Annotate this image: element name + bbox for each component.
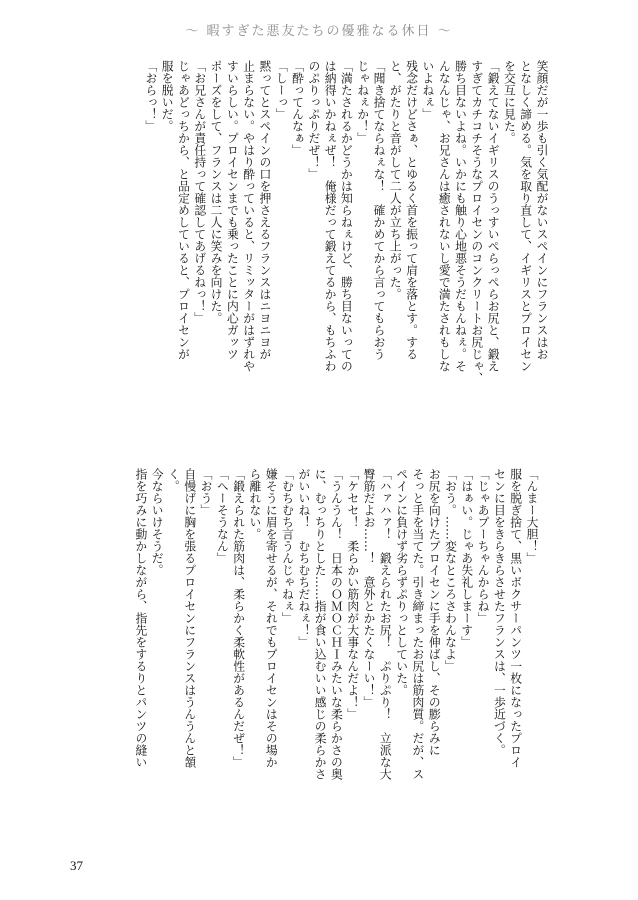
text-line: 「酔ってんなぁ」 bbox=[290, 60, 305, 156]
text-line: 「んまー大胆！」 bbox=[525, 468, 539, 564]
running-header: 〜 暇すぎた悪友たちの優雅なる休日 〜 bbox=[185, 24, 453, 39]
text-line: 止まらない。やはり酔っていると、リミッターがはずれや bbox=[241, 60, 256, 372]
text-line: 服を脱ぎ捨て、黒いボクサーパンツ一枚になったプロイ bbox=[508, 468, 523, 768]
text-line: 「おう」 bbox=[199, 468, 214, 516]
text-line: 「むちむち言うんじゃねぇ」 bbox=[280, 468, 295, 624]
text-line: センに目をきらきらさせたフランスは、一歩近づく。 bbox=[492, 468, 507, 756]
text-line: いよねぇ」 bbox=[420, 60, 435, 120]
text-line: に、むっちりとした……指が食い込むいい感じの柔らかさ bbox=[313, 468, 328, 780]
text-line: 「じゃあプーちゃんからね」 bbox=[476, 468, 491, 624]
text-line: すぎてカチコチそうなプロイセンのコンクリートお尻じゃ、 bbox=[469, 60, 484, 384]
text-line: じゃねぇか！」 bbox=[355, 60, 370, 144]
text-line: ら離れない。 bbox=[247, 468, 262, 540]
text-line: く。 bbox=[166, 468, 181, 492]
text-line: ペインに負けず劣らずぷりっとしていた。 bbox=[394, 468, 409, 696]
text-line: は納得いかねぇぜ！ 俺様だって鍛えてるから、もちふわ bbox=[323, 60, 338, 372]
text-line: 「鍛えてないイギリスのうっすいぺらっぺらお尻と、鍛え bbox=[486, 60, 501, 372]
text-line: がいいね！ むちむちだねぇ！」 bbox=[296, 468, 311, 648]
text-line: 笑顔だが一歩も引く気配がないスペインにフランスはお bbox=[535, 60, 549, 360]
text-line: 「おらっ！」 bbox=[143, 60, 158, 132]
text-line: じゃあどっちから、と品定めしていると、プロイセンが bbox=[176, 60, 191, 360]
text-line: 今ならいけそうだ。 bbox=[150, 468, 165, 576]
text-line: 自慢げに胸を張るプロイセンにフランスはうんうんと頷 bbox=[182, 468, 197, 768]
text-block-top bbox=[90, 60, 550, 440]
text-line: 嫌そうに眉を寄せるが、それでもプロイセンはその場か bbox=[264, 468, 279, 768]
text-line: ポーズをして、フランスは二人に笑みを向けた。 bbox=[209, 60, 224, 324]
text-line: 服を脱いだ。 bbox=[160, 60, 175, 132]
text-line: 「うんうん！ 日本のＯＭＯＣＨＩみたいな柔らかさの奥 bbox=[329, 468, 344, 780]
text-line: となしく諦める。気を取り直して、イギリスとプロイセン bbox=[518, 60, 533, 372]
text-line: 「満たされるかどうかは知らねぇけど、勝ち目ないっての bbox=[339, 60, 354, 372]
text-line: 「聞き捨てならねぇな！ 確かめてから言ってもらおう bbox=[372, 60, 387, 360]
text-block-bottom bbox=[80, 468, 540, 848]
text-line: そっと手を当てた。引き締まったお尻は筋肉質。だが、ス bbox=[410, 468, 425, 780]
text-line: 「お兄さんが責任持って確認してあげるねっ！」 bbox=[192, 60, 207, 324]
text-line: 「へーそうなん」 bbox=[215, 468, 230, 564]
text-line: 残念だけどさぁ、とゆるく首を振って肩を落とす。する bbox=[404, 60, 419, 360]
text-line: 「ハァハァ！ 鍛えられたお尻！ ぷりぷり！ 立派な大 bbox=[378, 468, 393, 780]
text-line: すいらしい。プロイセンまでも乗ったことに内心ガッツ bbox=[225, 60, 240, 360]
page-number: 37 bbox=[70, 858, 83, 873]
text-line: 「しーっ」 bbox=[274, 60, 289, 120]
text-line: 「ケセセ！ 柔らかい筋肉が大事なんだよ！」 bbox=[345, 468, 360, 720]
text-line: 黙ってとスペインの口を押さえるフランスはニヨニヨが bbox=[257, 60, 272, 360]
text-line: 「鍛えられた筋肉は、柔らかく柔軟性があるんだぜ！」 bbox=[231, 468, 246, 768]
text-line: と、がたりと音がして二人が立ち上がった。 bbox=[388, 60, 403, 300]
text-line: 「はぁい。じゃあ失礼しまーす」 bbox=[459, 468, 474, 648]
text-line: 臀筋だよお……！ 意外とかたくなーい！」 bbox=[362, 468, 377, 708]
text-line: のぷりっぷりだぜ！」 bbox=[306, 60, 321, 180]
text-line: お尻を向けたプロイセンに手を伸ばし、その膨らみに bbox=[427, 468, 442, 756]
text-line: 勝ち目ないよね。いかにも触り心地悪そうだもんねぇ。そ bbox=[453, 60, 468, 372]
text-line: んなんじゃ、お兄さんは癒されないし愛で満たされもしな bbox=[437, 60, 452, 372]
text-line: 指を巧みに動かしながら、指先をするりとパンツの縫い bbox=[133, 468, 148, 768]
text-line: 「おう。……変なところさわんなよ」 bbox=[443, 468, 458, 672]
text-line: を交互に見た。 bbox=[502, 60, 517, 144]
